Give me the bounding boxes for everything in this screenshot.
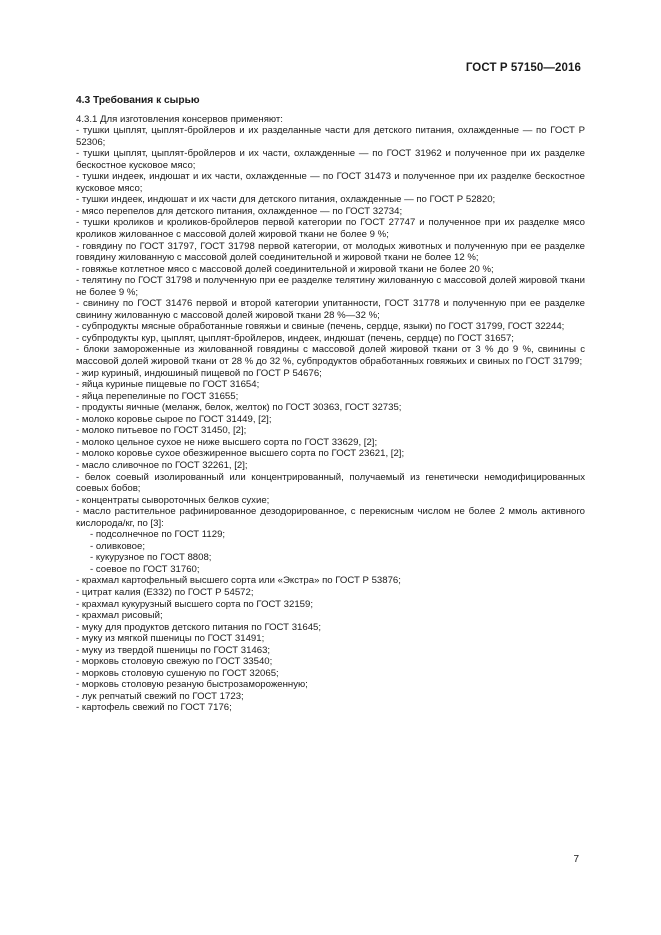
section-intro-text: 4.3.1 Для изготовления консервов применяют: [76, 113, 283, 125]
list-item [76, 599, 585, 611]
list-item-text: - телятину по ГОСТ 31798 и полученную при ее разделке телятину жилованную с массовой долей жировой ткани не более 9 %; [76, 275, 585, 298]
list-item-text: - муку из твердой пшеницы по ГОСТ 31463; [76, 644, 271, 656]
list-item [76, 217, 585, 240]
document-code-header: ГОСТ Р 57150—2016 [465, 62, 581, 74]
list-item [76, 587, 585, 599]
list-subitem: - подсолнечное по ГОСТ 1129; [90, 529, 226, 541]
list-item-text: - субпродукты кур, цыплят, цыплят-бройлеров, индеек, индюшат (печень, сердце) по ГОСТ 31657; [76, 332, 514, 344]
page-number: 7 [573, 854, 579, 865]
list-item [76, 379, 585, 391]
list-item-text: - яйца перепелиные по ГОСТ 31655; [76, 390, 239, 402]
list-item-text: - говядину по ГОСТ 31797, ГОСТ 31798 первой категории, от молодых животных и полученную при ее разделке говядину жилованную с массовой долей соединительной и жировой ткани не более 12 %; [76, 240, 585, 264]
list-item-text: - лук репчатый свежий по ГОСТ 1723; [76, 690, 244, 702]
list-item-text: - тушки индеек, индюшат и их части для детского питания, охлажденные — по ГОСТ Р 52820; [76, 194, 496, 206]
list-item-text: - тушки цыплят, цыплят-бройлеров и их части, охлажденные — по ГОСТ 31962 и полученное при их разделке бескостное кусковое мясо; [76, 148, 585, 171]
list-item [76, 344, 585, 367]
list-item-text: - блоки замороженные из жилованной говядины с массовой долей жировой ткани от 3 % до 9 %, свинины с массовой долей жировой ткани от 28 % до 32 %, субпродуктов обработанных говяжьих и свиных по ГОСТ 31799; [76, 344, 585, 368]
list-item [76, 368, 585, 380]
list-item-text: - муку для продуктов детского питания по ГОСТ 31645; [76, 621, 322, 633]
list-item-text: - крахмал рисовый; [76, 610, 163, 622]
list-item [76, 506, 585, 529]
list-item-text: - молоко цельное сухое не ниже высшего сорта по ГОСТ 33629, [2]; [76, 436, 378, 448]
list-item [76, 460, 585, 472]
list-item-text: - жир куриный, индюшиный пищевой по ГОСТ Р 54676; [76, 367, 322, 379]
list-item [76, 633, 585, 645]
list-item [76, 264, 585, 276]
list-item [76, 622, 585, 634]
list-item [76, 437, 585, 449]
list-item [76, 679, 585, 691]
list-item-text: - цитрат калия (Е332) по ГОСТ Р 54572; [76, 586, 254, 598]
list-item [76, 448, 585, 460]
document-content [76, 95, 585, 714]
list-item-text: - масло растительное рафинированное дезодорированное, с перекисным числом не более 2 ммоль активного кислорода/кг, по [3]: [76, 506, 585, 529]
raw-materials-list [76, 125, 585, 714]
list-item-text: - муку из мягкой пшеницы по ГОСТ 31491; [76, 633, 265, 645]
list-item-text: - молоко коровье сухое обезжиренное высшего сорта по ГОСТ 23621, [2]; [76, 448, 405, 460]
list-item-text: - морковь столовую сушеную по ГОСТ 32065; [76, 667, 279, 679]
list-subitem: - соевое по ГОСТ 31760; [90, 563, 200, 575]
list-item-text: - молоко питьевое по ГОСТ 31450, [2]; [76, 425, 247, 437]
list-item-text: - свинину по ГОСТ 31476 первой и второй категории упитанности, ГОСТ 31778 и полученную при ее разделке свинину жилованную с массовой долей жировой ткани 28 %—32 %; [76, 298, 585, 321]
list-item-text: - картофель свежий по ГОСТ 7176; [76, 702, 232, 714]
list-item-text: - крахмал картофельный высшего сорта или «Экстра» по ГОСТ Р 53876; [76, 575, 401, 587]
list-item-text: - продукты яичные (меланж, белок, желток) по ГОСТ 30363, ГОСТ 32735; [76, 402, 402, 414]
list-item [76, 241, 585, 264]
list-item [76, 656, 585, 668]
list-item [76, 148, 585, 171]
list-item [76, 691, 585, 703]
list-item-text: - крахмал кукурузный высшего сорта по ГОСТ 32159; [76, 598, 314, 610]
list-item [76, 321, 585, 333]
list-subitem: - оливковое; [90, 540, 146, 552]
list-item [76, 472, 585, 495]
list-item-text: - субпродукты мясные обработанные говяжьи и свиные (печень, сердце, языки) по ГОСТ 31799, ГОСТ 32244; [76, 321, 565, 333]
list-item [76, 194, 585, 206]
list-item [76, 414, 585, 426]
list-item-text: - яйца куриные пищевые по ГОСТ 31654; [76, 379, 260, 391]
list-item [76, 645, 585, 657]
list-item-text: - тушки цыплят, цыплят-бройлеров и их разделанные части для детского питания, охлажденные — по ГОСТ Р 52306; [76, 125, 585, 148]
list-item [76, 206, 585, 218]
list-item [76, 391, 585, 403]
section-intro [76, 114, 585, 126]
list-item [76, 333, 585, 345]
list-item-text: - белок соевый изолированный или концентрированный, получаемый из генетически немодифицированных соевых бобов; [76, 471, 585, 495]
list-item [76, 275, 585, 298]
list-item [76, 575, 585, 587]
list-item-text: - масло сливочное по ГОСТ 32261, [2]; [76, 459, 248, 471]
list-item [76, 668, 585, 680]
list-item-text: - тушки индеек, индюшат и их части, охлажденные — по ГОСТ 31473 и полученное при их разделке бескостное кусковое мясо; [76, 171, 585, 194]
list-item [76, 702, 585, 714]
list-item [76, 495, 585, 507]
list-item-text: - мясо перепелов для детского питания, охлажденное — по ГОСТ 32734; [76, 205, 403, 217]
list-item [76, 125, 585, 148]
list-item-text: - концентраты сывороточных белков сухие; [76, 494, 270, 506]
list-subitem: - кукурузное по ГОСТ 8808; [90, 552, 212, 564]
list-item-text: - морковь столовую свежую по ГОСТ 33540; [76, 656, 273, 668]
list-item [76, 171, 585, 194]
list-item [76, 298, 585, 321]
list-item-text: - молоко коровье сырое по ГОСТ 31449, [2]; [76, 413, 272, 425]
list-item [76, 402, 585, 414]
list-item [76, 425, 585, 437]
section-title: 4.3 Требования к сырью [76, 95, 200, 106]
list-item-text: - морковь столовую резаную быстрозамороженную; [76, 679, 308, 691]
list-item-text: - тушки кроликов и кроликов-бройлеров первой категории по ГОСТ 27747 и полученное при их разделке мясо кроликов жилованное с массовой долей жировой ткани не более 9 %; [76, 217, 585, 241]
list-item-text: - говяжье котлетное мясо с массовой долей соединительной и жировой ткани не более 20 %; [76, 263, 494, 275]
list-item [76, 610, 585, 622]
